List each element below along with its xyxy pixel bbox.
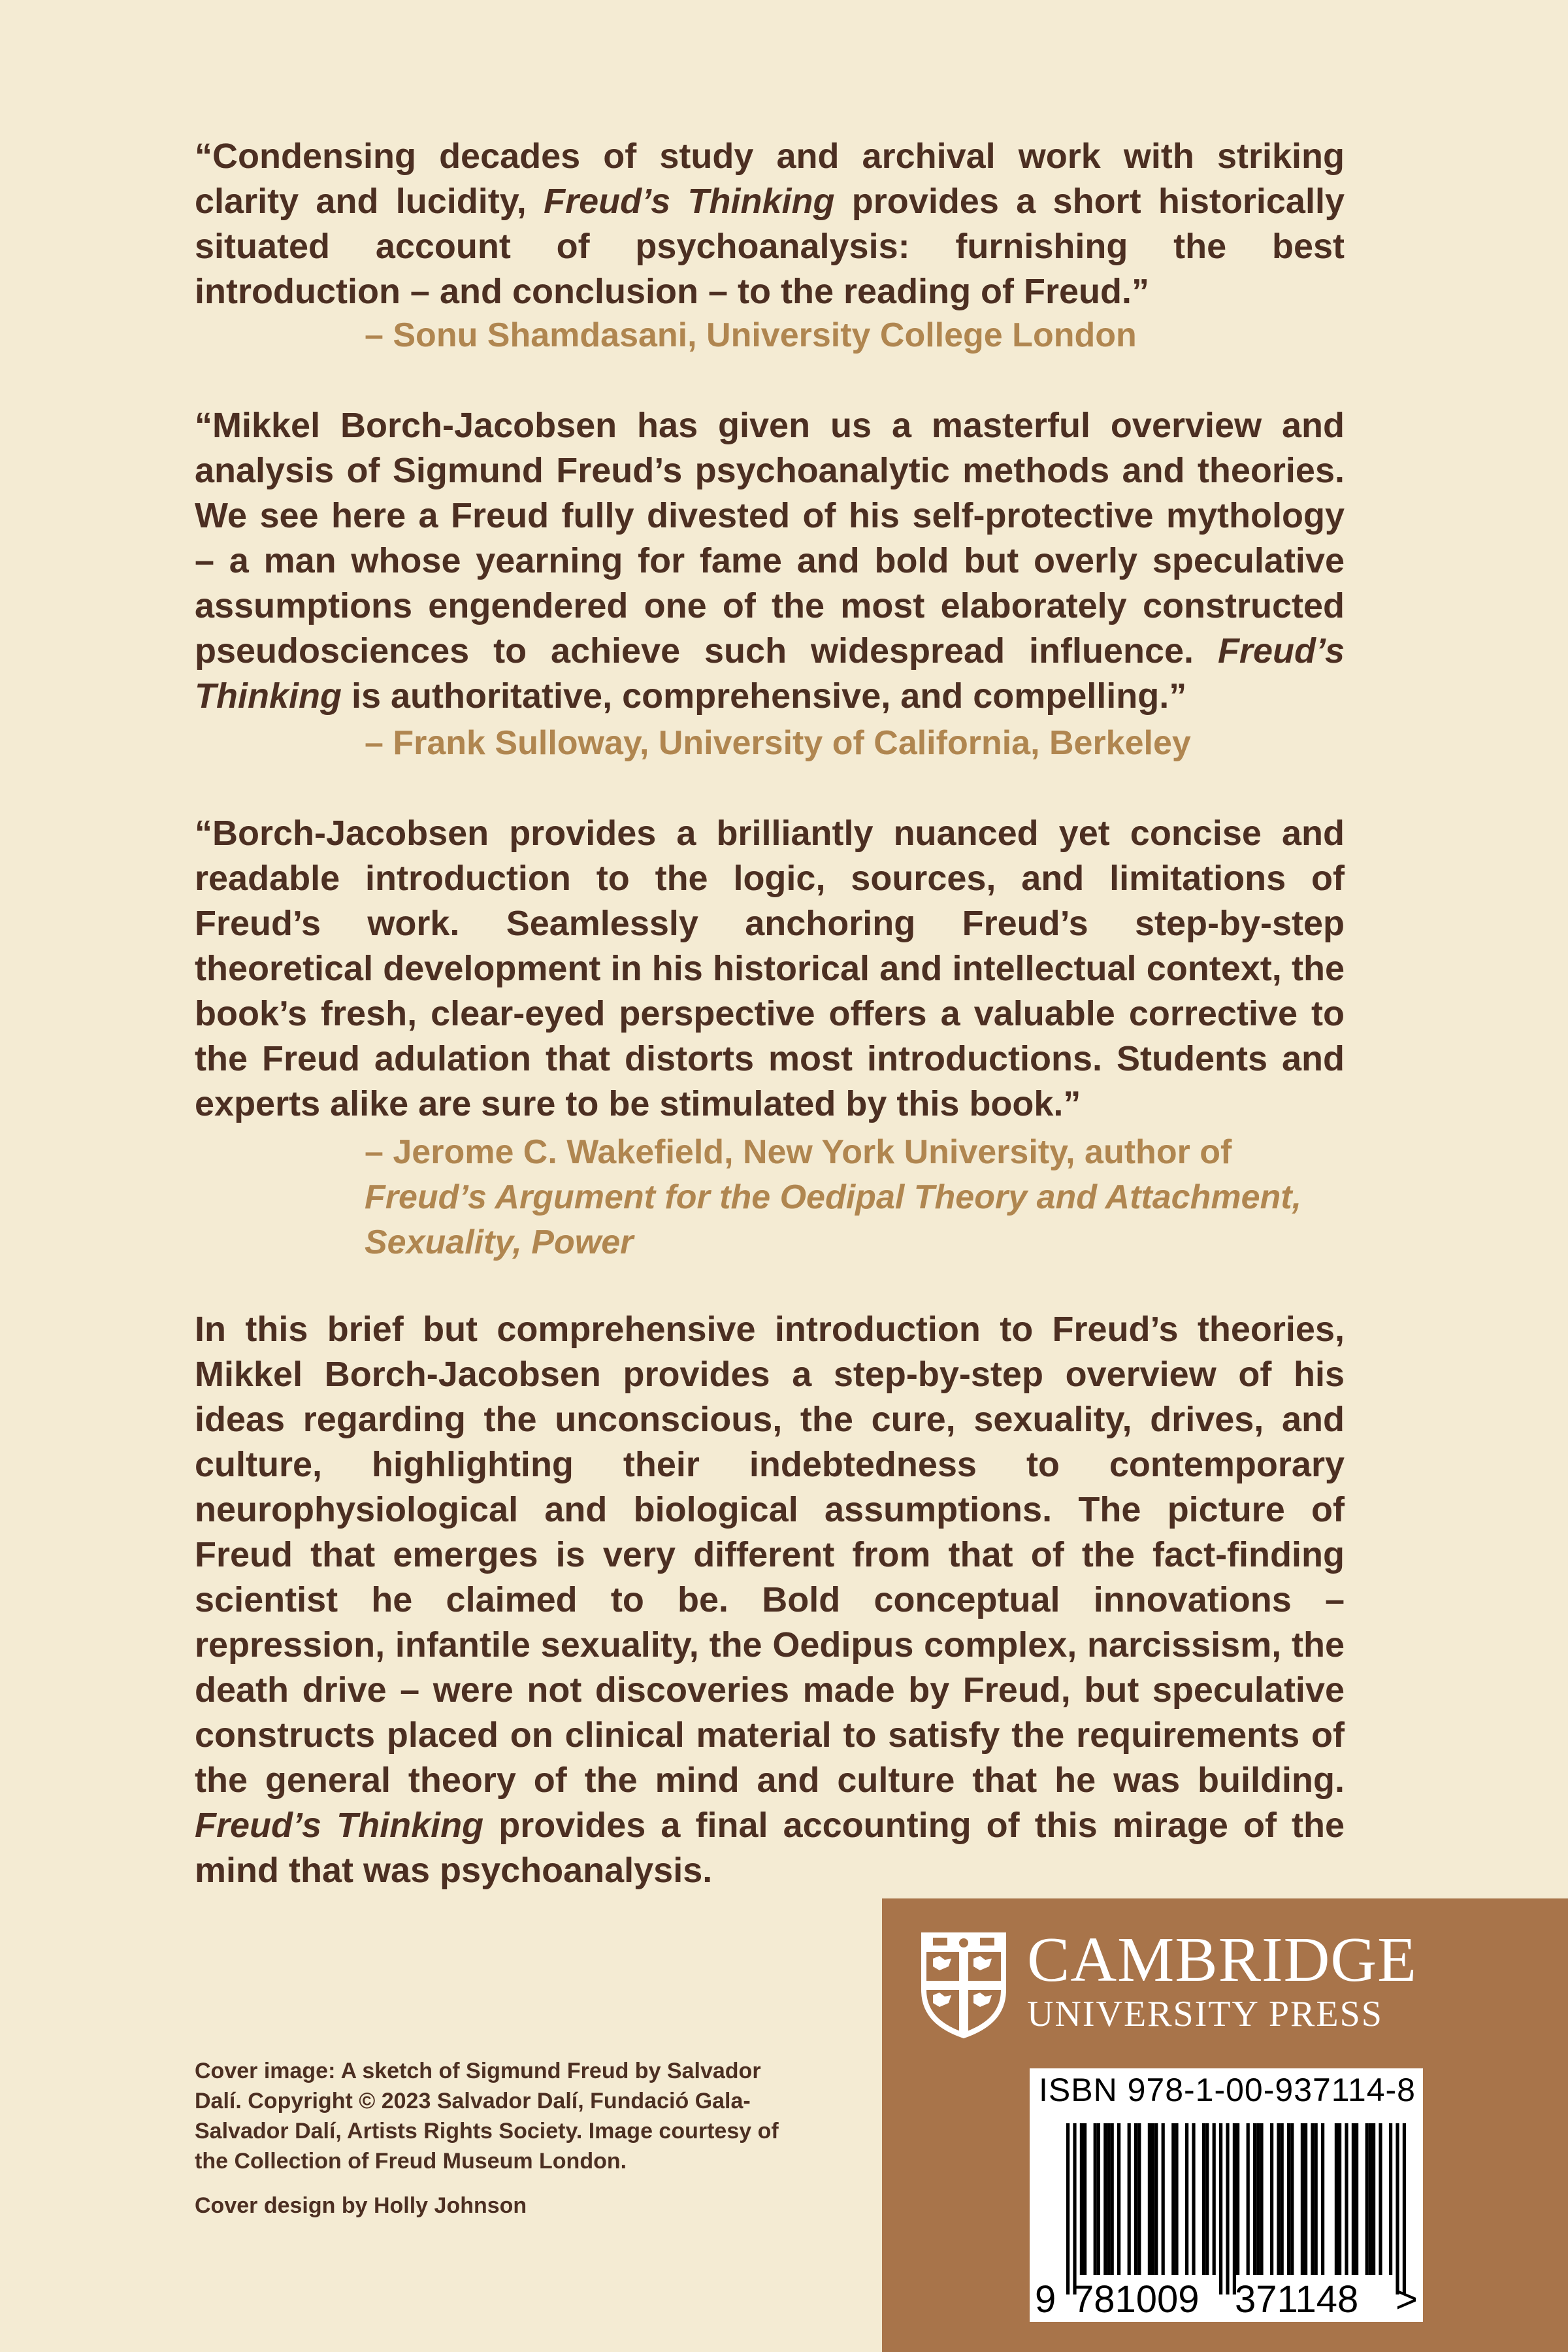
publisher-name [1027,1927,1417,2036]
barcode-bar [1205,2123,1209,2275]
barcode-bar [1154,2123,1158,2275]
barcode-digits-right: 371148 [1235,2278,1359,2321]
quote-1-text: “Condensing decades of study and archival work with striking clarity and lucidity, Freud’s Thinking provides a short historically situated account of psychoanalysis: furnishing the best introduction – and conclusion – to the reading of Freud.” [195,137,1345,311]
barcode-bar [1277,2123,1280,2275]
barcode-bar [1080,2123,1083,2275]
quote-2-text: “Mikkel Borch-Jacobsen has given us a masterful overview and analysis of Sigmund Freud’s psychoanalytic methods and theories. We see here a Freud fully divested of his self-protective mythology – a man whose yearning for fame and bold but overly speculative assumptions engendered one of the most elaborately constructed pseudosciences to achieve such widespread influence. Freud’s Thinking is authoritative, comprehensive, and compelling.” [195,406,1345,716]
book-title: Freud’s Thinking [195,1806,484,1845]
barcode-bar [1321,2123,1324,2275]
barcode-bar [1270,2123,1273,2275]
quote-1 [195,134,1345,314]
barcode-bar [1073,2123,1076,2294]
barcode-bar [1403,2123,1406,2294]
barcode-bar [1111,2123,1114,2275]
isbn-number: ISBN 978-1-00-937114-8 [1039,2072,1416,2108]
barcode-bar [1247,2123,1250,2275]
barcode-bar [1301,2123,1304,2275]
barcode-bar [1171,2123,1175,2275]
quote-3 [195,811,1345,1127]
barcode-bar [1175,2123,1178,2275]
barcode-quiet-mark: > [1396,2278,1418,2321]
barcode-bar [1083,2123,1086,2275]
barcode-bar [1103,2123,1107,2275]
quote-3-attribution: – Jerome C. Wakefield, New York University, author of [365,1133,1232,1171]
barcode-bar [1236,2123,1239,2275]
barcode-bar [1128,2123,1131,2275]
quote-2 [195,403,1345,719]
barcode-bar [1226,2123,1229,2294]
barcode-bar [1066,2123,1070,2294]
cambridge-shield-icon [919,1930,1009,2040]
isbn-barcode [1030,2068,1423,2322]
barcode-bar [1192,2123,1195,2275]
barcode-bar [1369,2123,1372,2275]
barcode-digit-lead: 9 [1035,2278,1056,2321]
barcode-bar [1352,2123,1355,2275]
barcode-bar [1389,2123,1392,2275]
barcode-bar [1151,2123,1154,2275]
barcode-bar [1281,2123,1284,2275]
barcode-bar [1315,2123,1318,2275]
barcode-bar [1256,2123,1260,2275]
barcode-bar [1290,2123,1294,2275]
book-title: Freud’s Thinking [195,631,1345,716]
barcode-bar [1134,2123,1137,2275]
book-description: In this brief but comprehensive introduction to Freud’s theories, Mikkel Borch-Jacobsen provides a step-by-step overview of his ideas regarding the unconscious, the cure, sexuality, drives, and culture, highlighting their indebtedness to contemporary neurophysiological and biological assumptions. The picture of Freud that emerges is very different from that of the fact-finding scientist he claimed to be. Bold conceptual innovations – repression, infantile sexuality, the Oedipus complex, narcissism, the death drive – were not discoveries made by Freud, but speculative constructs placed on clinical material to satisfy the requirements of the general theory of the mind and culture that he was building. Freud’s Thinking provides a final accounting of this mirage of the mind that was psychoanalysis. [195,1310,1345,1890]
barcode-bar [1260,2123,1263,2275]
book-title: Freud’s Thinking [544,182,835,221]
cover-design-credit: Cover design by Holly Johnson [195,2193,527,2218]
barcode-bar [1372,2123,1375,2275]
barcode-bar [1137,2123,1141,2275]
barcode-digits-left: 781009 [1073,2278,1200,2321]
barcode-bar [1185,2123,1188,2275]
quote-3-text: “Borch-Jacobsen provides a brilliantly nuanced yet concise and readable introduction to the logic, sources, and limitations of Freud’s work. Seamlessly anchoring Freud’s step-by-step theoretical development in his historical and intellectual context, the book’s fresh, clear-eyed perspective offers a valuable corrective to the Freud adulation that distorts most introductions. Students and experts alike are sure to be stimulated by this book.” [195,814,1345,1123]
quote-3-attribution-book-2: Sexuality, Power [365,1223,634,1261]
publisher-name-line-1: CAMBRIDGE [1027,1925,1418,1995]
quote-2-attribution: – Frank Sulloway, University of California, Berkeley [365,724,1191,762]
barcode-bar [1253,2123,1256,2275]
barcode-bar [1304,2123,1307,2275]
barcode-bar [1335,2123,1338,2275]
barcode-bar [1097,2123,1100,2275]
barcode-bar [1311,2123,1314,2275]
barcode-bar [1338,2123,1341,2275]
barcode-bar [1213,2123,1216,2275]
barcode-bar [1345,2123,1348,2275]
barcode-bar [1148,2123,1151,2275]
cover-credits [195,2056,802,2235]
publisher-name-line-2: UNIVERSITY PRESS [1027,1994,1383,2034]
barcode-bar [1107,2123,1110,2275]
barcode-bar [1162,2123,1165,2275]
barcode-bar [1219,2123,1222,2294]
barcode-bar [1379,2123,1382,2275]
cover-image-credit: Cover image: A sketch of Sigmund Freud by Salvador Dalí. Copyright © 2023 Salvador Dalí, Fundació Gala-Salvador Dalí, Artists Rights Society. Image courtesy of the Collection of Freud Museum London. [195,2059,779,2174]
quote-1-attribution: – Sonu Shamdasani, University College London [365,316,1137,354]
barcode-bar [1202,2123,1205,2275]
barcode-bar [1287,2123,1290,2275]
barcode-bar [1355,2123,1358,2275]
quote-3-attribution-book-1: Freud’s Argument for the Oedipal Theory and Attachment, [365,1178,1302,1216]
publisher-panel [882,1898,1568,2352]
barcode-bar [1094,2123,1097,2275]
barcode-bar [1365,2123,1369,2275]
barcode-bar [1233,2123,1236,2294]
barcode-bar [1396,2123,1399,2294]
barcode-bar [1117,2123,1120,2275]
